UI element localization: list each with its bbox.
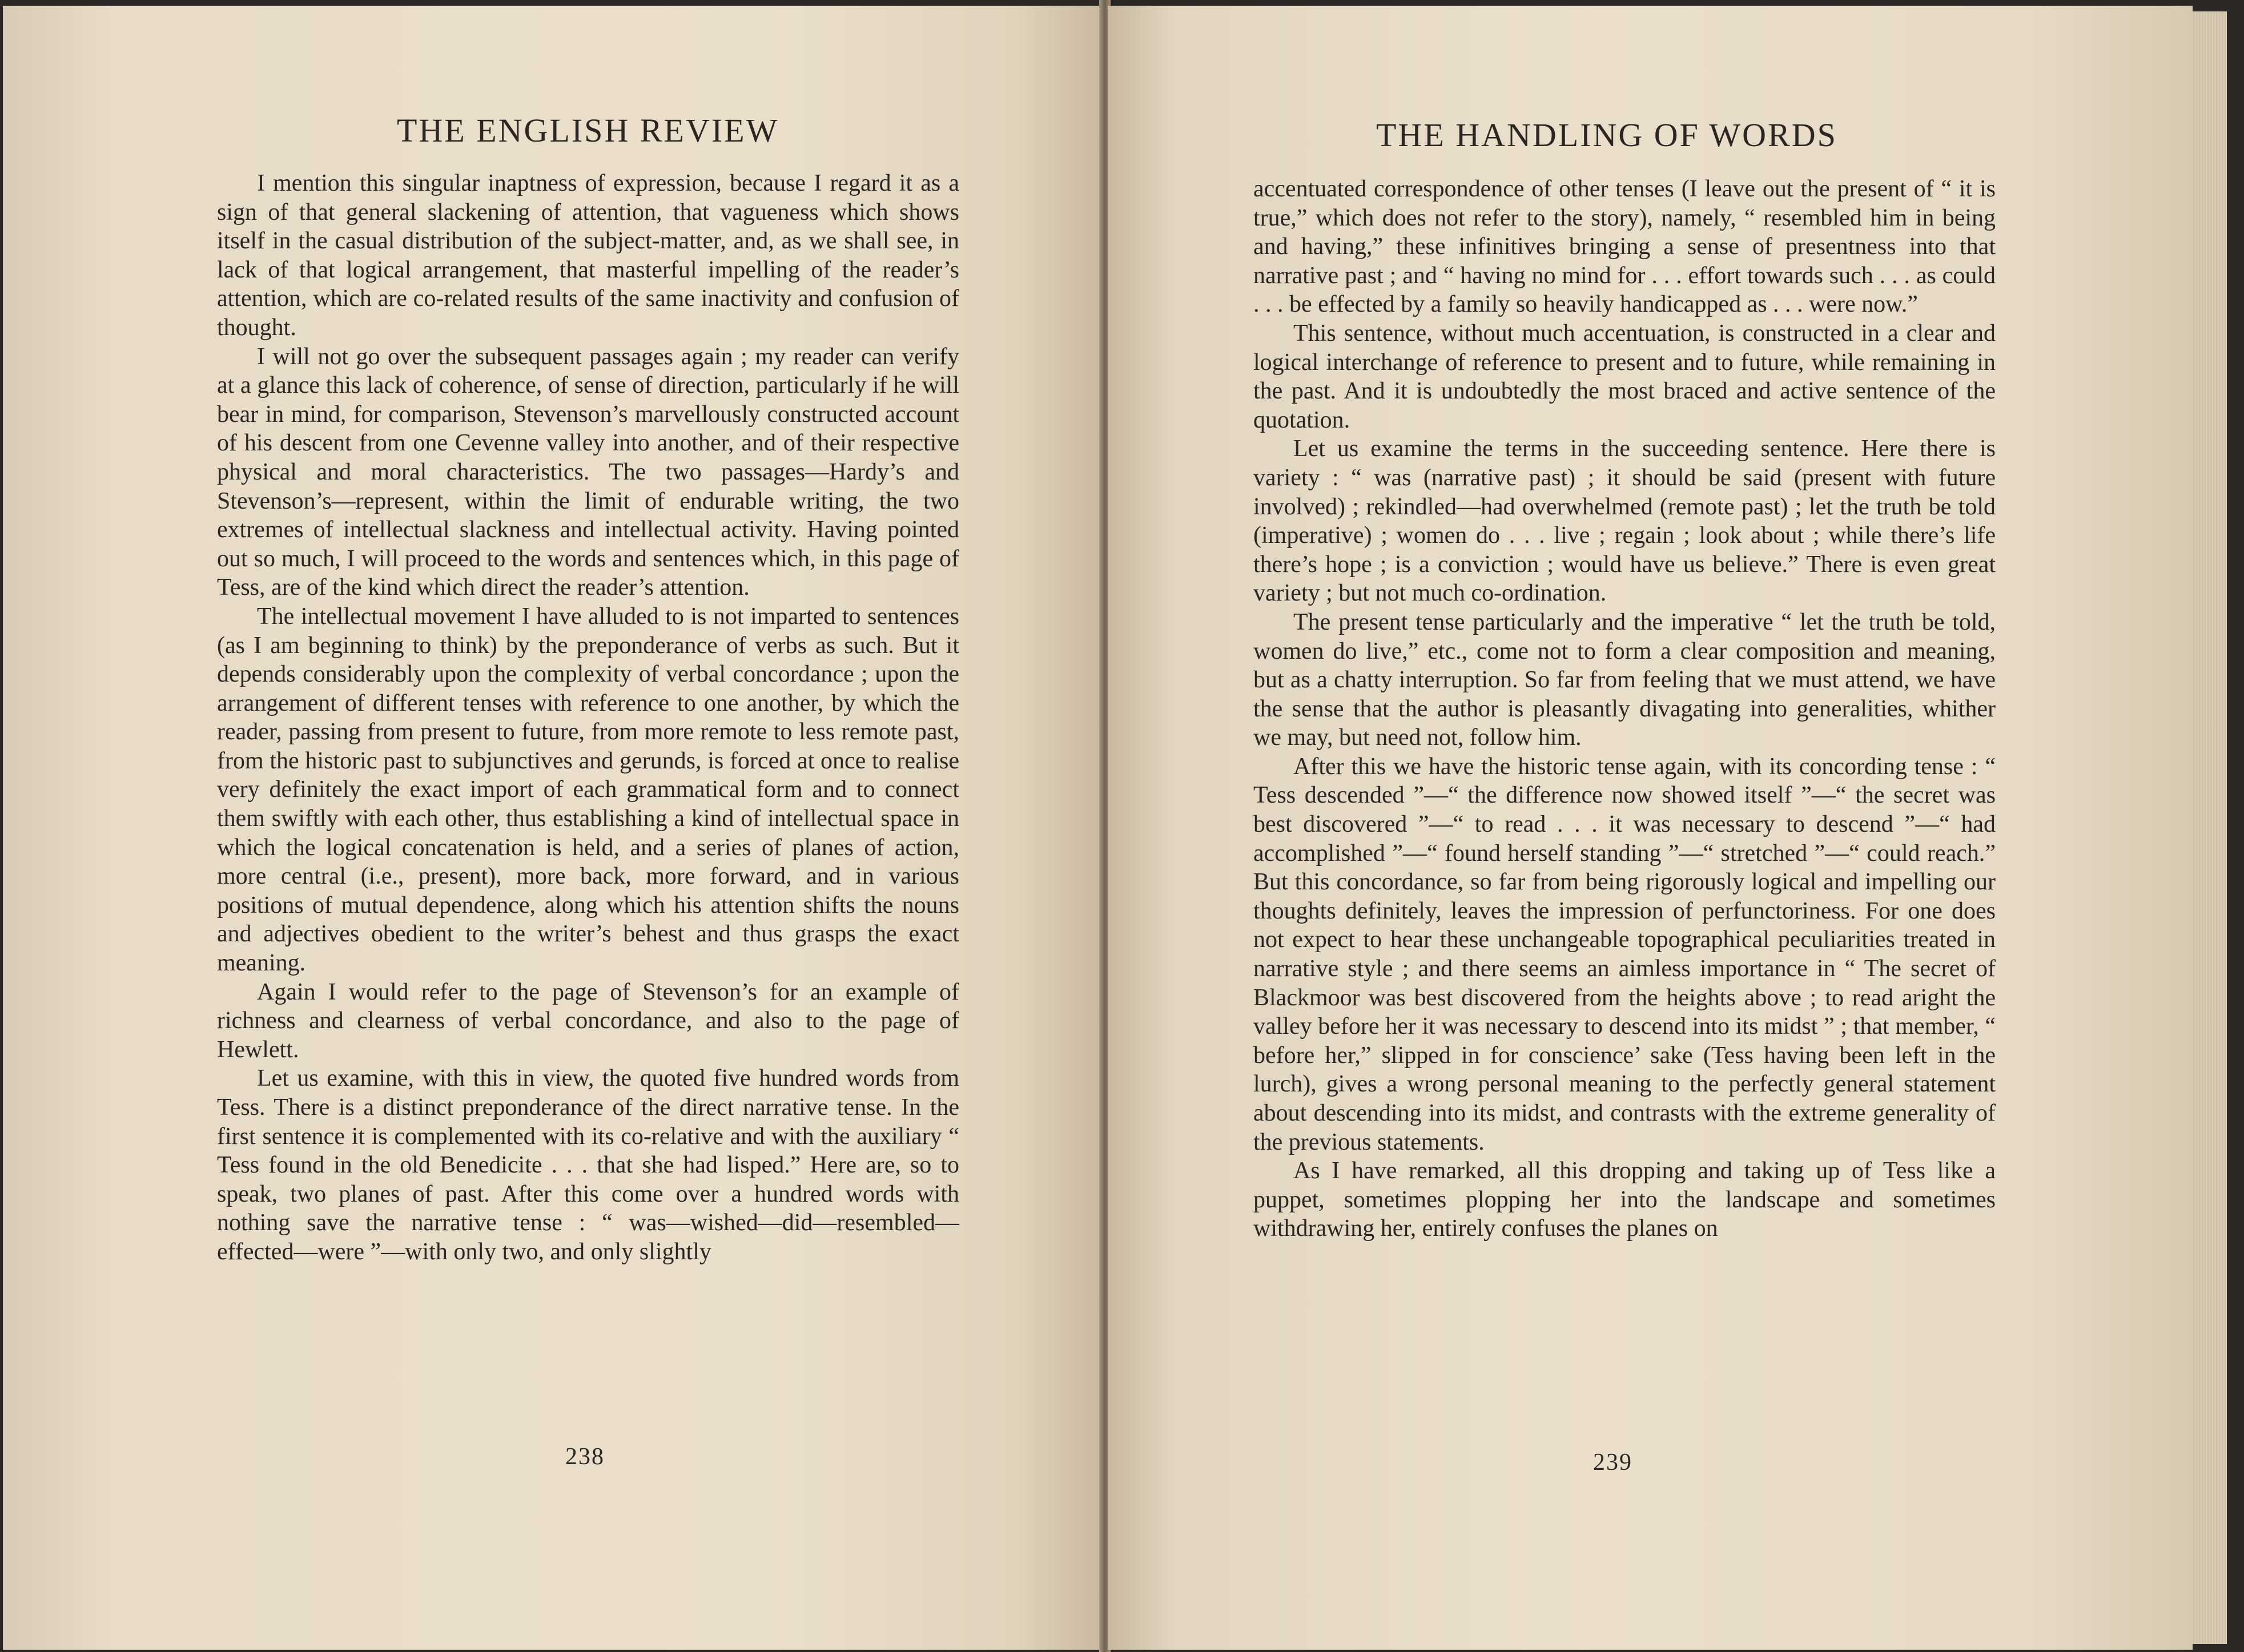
left-page: [3, 6, 1102, 1650]
paragraph: After this we have the historic tense again, with its concording tense : “ Tess descended ”—“ the difference now showed itself ”—“ the secret was best discovered ”—“ to read . . . it was necessary to descend ”—“ had accomplished ”—“ found herself standing ”—“ stretched ”—“ could reach.” But this concordance, so far from being rigorously logical and impelling our thoughts definitely, leaves the impression of perfunctoriness. For one does not expect to hear these unchangeable topographical peculiarities treated in narrative style ; and there seems an aimless importance in “ The secret of Blackmoor was best discovered from the heights above ; to read aright the valley before her it was necessary to descend into its midst ” ; that member, “ before her,” slipped in for conscience’ sake (Tess having been left in the lurch), gives a wrong personal meaning to the perfectly general statement about descending into its midst, and contrasts with the extreme generality of the previous statements.: [1253, 753, 1996, 1155]
body-text-right: [1253, 175, 1996, 1243]
running-head-left: THE ENGLISH REVIEW: [397, 112, 779, 149]
paragraph: Let us examine the terms in the succeeding sentence. Here there is variety : “ was (narrative past) ; it should be said (present with future involved) ; rekindled—had overwhelmed (remote past) ; let the truth be told (imperative) ; women do . . . live ; regain ; look about ; while there’s life there’s hope ; is a conviction ; would have us believe.” There is even great variety ; but not much co-ordination.: [1253, 436, 1996, 607]
page-number-left: 238: [565, 1444, 605, 1470]
paragraph: I will not go over the subsequent passages again ; my reader can verify at a glance this lack of coherence, of sense of direction, particularly if he will bear in mind, for comparison, Stevenson’s marvellously constructed account of his descent from one Cevenne valley into another, and of their respective physical and moral characteristics. The two passages—Hardy’s and Stevenson’s—represent, within the limit of endurable writing, the two extremes of intellectual slackness and intellectual activity. Having pointed out so much, I will proceed to the words and sentences which, in this page of Tess, are of the kind which direct the reader’s attention.: [217, 343, 959, 601]
body-text-left: [217, 169, 959, 1267]
right-page: [1108, 6, 2193, 1650]
paragraph: This sentence, without much accentuation, is constructed in a clear and logical interchange of reference to present and to future, while remaining in the past. And it is undoubtedly the most braced and active sentence of the quotation.: [1253, 320, 1996, 433]
paragraph: The present tense particularly and the imperative “ let the truth be told, women do live,” etc., come not to form a clear composition and meaning, but as a chatty interruption. So far from feeling that we must attend, we have the sense that the author is pleasantly divagating into generalities, whither we may, but need not, follow him.: [1253, 609, 1996, 751]
paragraph: accentuated correspondence of other tenses (I leave out the present of “ it is true,” which does not refer to the story), namely, “ resembled him in being and having,” these infinitives bringing a sense of presentness into that narrative past ; and “ having no mind for . . . effort towards such . . . as could . . . be effected by a family so heavily handicapped as . . . were now.”: [1253, 176, 1996, 318]
page-edges: [2193, 11, 2227, 1644]
paragraph: As I have remarked, all this dropping and taking up of Tess like a puppet, sometimes plopping her into the landscape and sometimes withdrawing her, entirely confuses the planes on: [1253, 1158, 1996, 1242]
page-number-right: 239: [1593, 1449, 1632, 1476]
paragraph: Let us examine, with this in view, the quoted five hundred words from Tess. There is a distinct preponderance of the direct narrative tense. In the first sentence it is complemented with its co-relative and with the auxiliary “ Tess found in the old Benedicite . . . that she had lisped.” Here are, so to speak, two planes of past. After this come over a hundred words with nothing save the narrative tense : “ was—wished—did—resembled—effected—were ”—with only two, and only slightly: [217, 1065, 959, 1265]
paragraph: I mention this singular inaptness of expression, because I regard it as a sign of that general slackening of attention, that vagueness which shows itself in the casual distribution of the subject-matter, and, as we shall see, in lack of that logical arrangement, that masterful impelling of the reader’s attention, which are co-related results of the same inactivity and confusion of thought.: [217, 170, 959, 341]
paragraph: Again I would refer to the page of Stevenson’s for an example of richness and clearness of verbal concordance, and also to the page of Hewlett.: [217, 978, 959, 1063]
running-head-right: THE HANDLING OF WORDS: [1376, 116, 1837, 154]
paragraph: The intellectual movement I have alluded to is not imparted to sentences (as I am beginning to think) by the preponderance of verbs as such. But it depends considerably upon the complexity of verbal concordance ; upon the arrangement of different tenses with reference to one another, by which the reader, passing from present to future, from more remote to less remote past, from the historic past to subjunctives and gerunds, is forced at once to realise very definitely the exact import of each grammatical form and to connect them swiftly with each other, thus establishing a kind of intellectual space in which the logical concatenation is held, and a series of planes of action, more central (i.e., present), more back, more forward, and in various positions of mutual dependence, along which his attention shifts the nouns and adjectives obedient to the writer’s behest and thus grasps the exact meaning.: [217, 603, 959, 977]
